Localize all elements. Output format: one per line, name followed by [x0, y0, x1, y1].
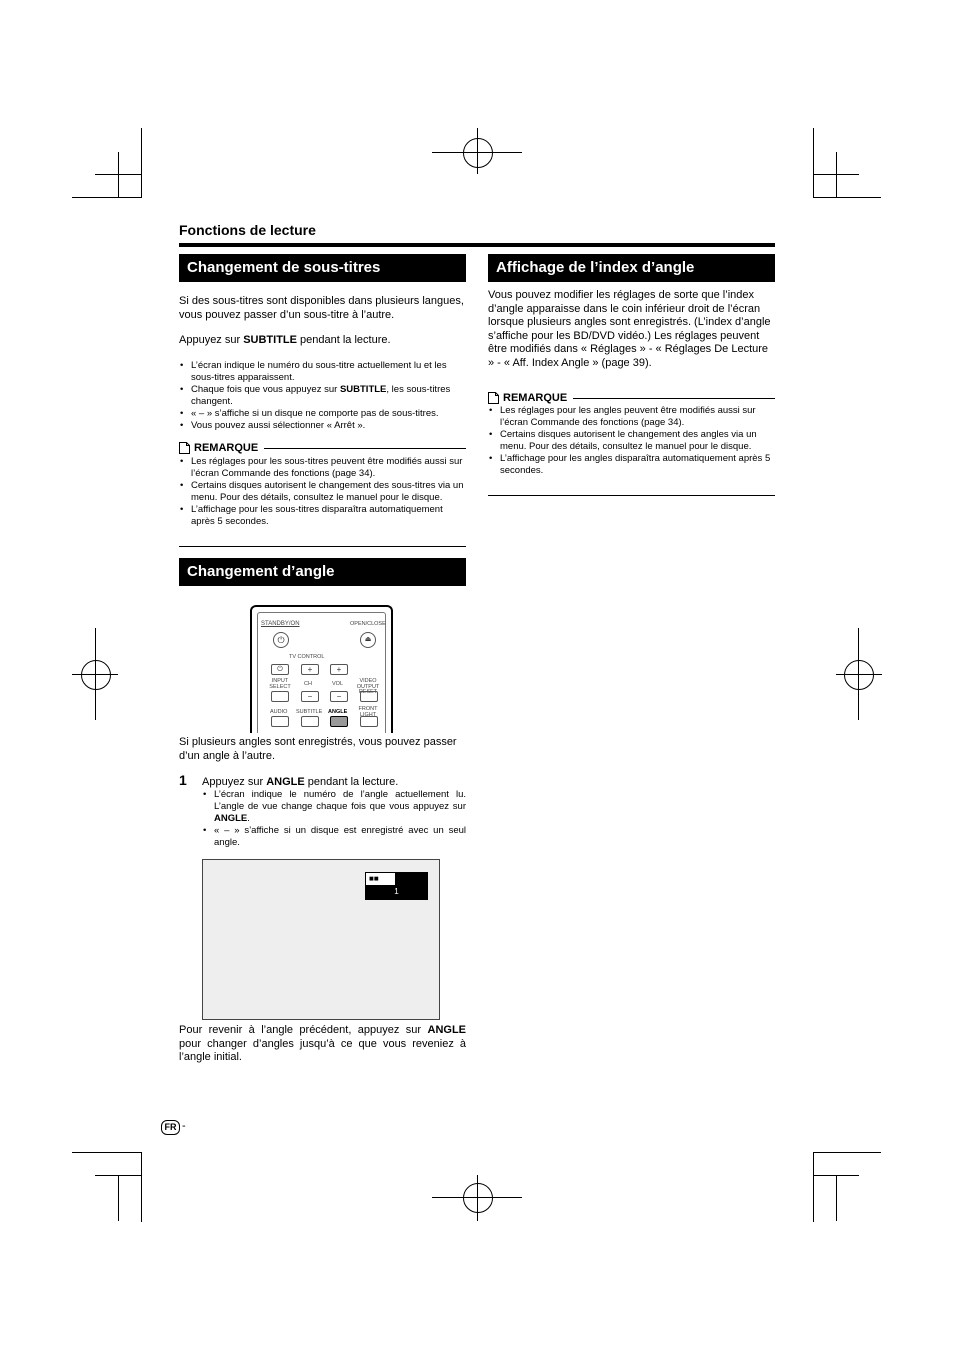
- ch-plus-icon: +: [301, 664, 319, 675]
- note-divider: [179, 546, 466, 547]
- vol-label: VOL: [332, 681, 344, 687]
- angle-intro: Si plusieurs angles sont enregistrés, vous pouvez passer d’un angle à l’autre.: [179, 736, 457, 762]
- heading-index-angle: Affichage de l’index d’angle: [488, 254, 775, 282]
- video-output-reset-button: [360, 691, 378, 702]
- sous-titres-press: Appuyez sur SUBTITLE pendant la lecture.: [179, 334, 391, 346]
- angle-step-bullets: [202, 789, 466, 849]
- open-close-label: OPEN/CLOSE: [350, 621, 386, 627]
- section-header: Fonctions de lecture: [179, 222, 316, 238]
- ch-label: CH: [304, 681, 312, 687]
- header-rule: [179, 243, 775, 247]
- list-item: • L’écran indique le numéro du sous-titre actuellement lu et les sous-titres apparaissent.: [179, 360, 466, 384]
- index-angle-notes: [488, 405, 775, 477]
- audio-button: [271, 716, 289, 727]
- note-header-index-angle: REMARQUE: [488, 392, 775, 404]
- subtitle-button: [301, 716, 319, 727]
- list-item: • « – » s’affiche si un disque ne comporte pas de sous-titres.: [179, 408, 466, 420]
- camera-icon: ■■: [365, 872, 396, 886]
- remote-illustration: [250, 605, 393, 733]
- step-number: 1: [179, 772, 187, 788]
- angle-step: Appuyez sur ANGLE pendant la lecture.: [202, 776, 399, 788]
- vol-plus-icon: +: [330, 664, 348, 675]
- tv-control-label: TV CONTROL: [289, 654, 325, 660]
- tv-power-icon: ⏻: [271, 664, 289, 675]
- sous-titres-bullets: [179, 360, 466, 432]
- standby-label: STANDBY/ON: [261, 621, 300, 627]
- note-icon: [488, 392, 499, 404]
- index-angle-intro: Vous pouvez modifier les réglages de sorte que l’index d’angle apparaisse dans le coin inférieur droit de l’écran lorsque plusieurs angles sont enregistrés. (L’index d’angle s’affiche pour les BD/DVD vidéo.) Les réglages peuvent être modifiés dans « Réglages » - « Réglages De Lecture » - « Aff. Index Angle » (page 39).: [488, 289, 771, 369]
- eject-icon: ⏏: [360, 632, 376, 648]
- ch-minus-icon: −: [301, 691, 319, 702]
- list-item: • « – » s’affiche si un disque est enregistré avec un seul angle.: [202, 825, 466, 849]
- heading-angle: Changement d’angle: [179, 558, 466, 586]
- list-item: • Les réglages pour les angles peuvent être modifiés aussi sur l’écran Commande des fonctions (page 34).: [488, 405, 775, 429]
- note-header-sous-titres: REMARQUE: [179, 442, 466, 454]
- sous-titres-intro: Si des sous-titres sont disponibles dans plusieurs langues, vous pouvez passer d’un sous-titre à l’autre.: [179, 295, 464, 321]
- tv-screen-illustration: [202, 859, 440, 1020]
- angle-number: 1: [394, 887, 399, 896]
- input-select-label: INPUT SELECT: [269, 678, 291, 690]
- list-item: • Vous pouvez aussi sélectionner « Arrêt ».: [179, 420, 466, 432]
- angle-back-text: Pour revenir à l’angle précédent, appuyez sur ANGLE pour changer d’angles jusqu’à ce que vous reveniez à l’angle initial.: [179, 1024, 466, 1063]
- note-divider: [488, 495, 775, 496]
- audio-label: AUDIO: [270, 709, 288, 715]
- front-light-button: [360, 716, 378, 727]
- angle-button-highlighted: [330, 716, 348, 727]
- sous-titres-notes: [179, 456, 466, 528]
- front-light-label: FRONT LIGHT: [358, 706, 378, 718]
- list-item: • Certains disques autorisent le changement des sous-titres via un menu. Pour des détails, consultez le manuel pour le disque.: [179, 480, 466, 504]
- power-icon: ⏻: [273, 632, 289, 648]
- input-select-button: [271, 691, 289, 702]
- list-item: • Chaque fois que vous appuyez sur SUBTITLE, les sous-titres changent.: [179, 384, 466, 408]
- angle-label: ANGLE: [328, 709, 348, 715]
- list-item: • Les réglages pour les sous-titres peuvent être modifiés aussi sur l’écran Commande des fonctions (page 34).: [179, 456, 466, 480]
- list-item: • L’affichage pour les angles disparaîtra automatiquement après 5 secondes.: [488, 453, 775, 477]
- video-output-reset-label: VIDEO OUTPUT RESET: [356, 678, 380, 695]
- page-number-separator: -: [182, 1120, 186, 1132]
- note-icon: [179, 442, 190, 454]
- list-item: • L’affichage pour les sous-titres disparaîtra automatiquement après 5 secondes.: [179, 504, 466, 528]
- vol-minus-icon: −: [330, 691, 348, 702]
- list-item: • L’écran indique le numéro de l’angle actuellement lu. L’angle de vue change chaque fois que vous appuyez sur ANGLE.: [202, 789, 466, 825]
- heading-sous-titres: Changement de sous-titres: [179, 254, 466, 282]
- language-badge: FR: [161, 1120, 180, 1135]
- list-item: • Certains disques autorisent le changement des angles via un menu. Pour des détails, consultez le manuel pour le disque.: [488, 429, 775, 453]
- angle-osd: [365, 872, 428, 900]
- subtitle-label: SUBTITLE: [296, 709, 323, 715]
